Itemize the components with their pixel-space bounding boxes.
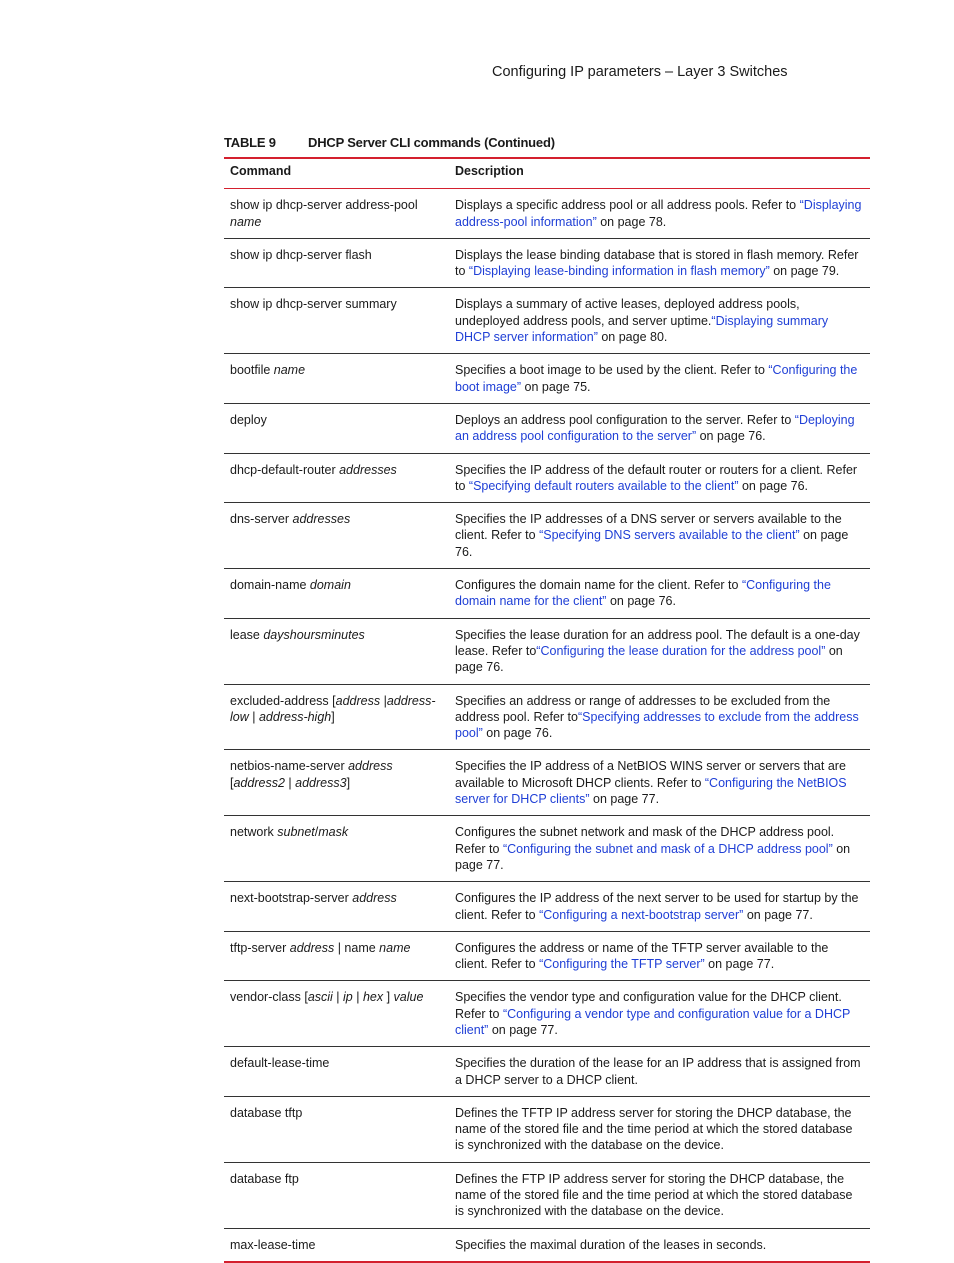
table-row <box>224 618 870 684</box>
table-row <box>224 354 870 404</box>
command-cell <box>224 931 449 981</box>
cross-reference-link[interactable]: “Configuring the domain name for the client” <box>455 578 831 609</box>
dhcp-commands-table <box>224 157 870 1263</box>
description-cell <box>449 288 870 354</box>
page-reference-text: on page 76. <box>738 478 809 493</box>
command-parameter: address <box>348 759 393 774</box>
table-row <box>224 1228 870 1262</box>
description-text: Displays the lease binding database that is stored in flash memory. Refer to <box>455 247 859 279</box>
command-parameter: ip <box>343 990 353 1005</box>
command-text: excluded-address [ <box>230 693 336 708</box>
cross-reference-link[interactable]: “Configuring the TFTP server” <box>539 957 705 972</box>
table-row <box>224 816 870 882</box>
page-reference-text: on page 77. <box>488 1022 558 1037</box>
command-text: domain-name <box>230 578 310 593</box>
cross-reference-link[interactable]: “Configuring a vendor type and configuration value for a DHCP client” <box>455 1006 851 1037</box>
cross-reference-link[interactable]: “Configuring the subnet and mask of a DHCP address pool” <box>502 841 833 856</box>
command-text: max-lease-time <box>230 1237 316 1252</box>
command-parameter: dayshoursminutes <box>263 627 365 642</box>
command-text: [ <box>230 775 234 790</box>
table-row <box>224 503 870 569</box>
command-text: | <box>380 693 387 708</box>
table-row <box>224 750 870 816</box>
column-header-description: Description <box>449 158 870 189</box>
table-row <box>224 453 870 503</box>
description-text: Specifies the lease duration for an address pool. The default is a one-day lease. Refer to <box>455 627 860 658</box>
description-cell <box>449 684 870 750</box>
description-cell <box>449 1096 870 1162</box>
cross-reference-link[interactable]: “Specifying addresses to exclude from the address pool” <box>455 709 859 741</box>
page-reference-text: on page 76. <box>455 643 843 675</box>
description-text: Specifies the IP addresses of a DNS server or servers available to the client. Refer to <box>455 512 842 543</box>
column-header-command: Command <box>224 158 449 189</box>
command-parameter: address <box>335 693 381 708</box>
command-cell <box>224 189 449 239</box>
cross-reference-link[interactable]: “Displaying summary DHCP server information” <box>455 313 829 345</box>
command-text: show ip dhcp-server summary <box>230 297 397 312</box>
table-row <box>224 1096 870 1162</box>
description-cell <box>449 1228 870 1262</box>
command-parameter: value <box>393 990 424 1005</box>
page-reference-text: on page 77. <box>704 957 775 972</box>
command-text: | <box>284 775 296 790</box>
command-text: ] <box>346 775 351 790</box>
command-cell <box>224 1047 449 1097</box>
description-cell <box>449 403 870 453</box>
table-row <box>224 189 870 239</box>
description-text: Specifies the vendor type and configuration value for the DHCP client. Refer to <box>455 990 842 1021</box>
command-text: tftp-server <box>230 940 290 955</box>
cross-reference-link[interactable]: “Configuring the lease duration for the address pool” <box>536 643 826 658</box>
table-row <box>224 882 870 932</box>
table-row <box>224 1162 870 1228</box>
command-text: ] <box>383 990 394 1005</box>
description-cell <box>449 503 870 569</box>
table-caption <box>224 135 555 150</box>
table-row <box>224 981 870 1047</box>
command-cell <box>224 816 449 882</box>
command-cell <box>224 403 449 453</box>
command-cell <box>224 354 449 404</box>
command-cell <box>224 238 449 288</box>
table-number: TABLE 9 <box>224 135 276 150</box>
command-text: database ftp <box>230 1171 299 1186</box>
description-text: Deploys an address pool configuration to the server. Refer to <box>455 412 795 427</box>
page-reference-text: on page 77. <box>455 841 851 872</box>
command-text: | <box>248 709 259 724</box>
command-text: dhcp-default-router <box>230 462 340 477</box>
command-parameter: address3 <box>295 775 347 790</box>
description-cell <box>449 354 870 404</box>
command-parameter: domain <box>309 578 351 593</box>
command-text: netbios-name-server <box>230 759 349 774</box>
page-reference-text: on page 76. <box>455 528 849 559</box>
description-text: Specifies the IP address of the default router or routers for a client. Refer to <box>455 462 858 493</box>
command-cell <box>224 684 449 750</box>
command-text: show ip dhcp-server address-pool <box>230 198 418 213</box>
description-text: Defines the TFTP IP address server for storing the DHCP database, the name of the stored file and the time period at which the stored database is synchronized with the database on the device. <box>455 1105 853 1153</box>
description-cell <box>449 882 870 932</box>
command-text: show ip dhcp-server flash <box>230 247 372 262</box>
command-cell <box>224 569 449 619</box>
description-cell <box>449 816 870 882</box>
description-text: Specifies an address or range of addresses to be excluded from the address pool. Refer to <box>455 693 831 724</box>
command-text: | name <box>334 940 380 955</box>
page-reference-text: on page 79. <box>769 264 840 279</box>
description-text: Configures the address or name of the TFTP server available to the client. Refer to <box>455 940 829 972</box>
command-cell <box>224 288 449 354</box>
page-reference-text: on page 78. <box>596 214 667 229</box>
description-text: Displays a summary of active leases, deployed address pools, undeployed address pools, and server uptime. <box>455 297 800 328</box>
command-text: network <box>230 825 278 840</box>
table-header-row <box>224 158 870 189</box>
table-row <box>224 288 870 354</box>
command-parameter: address-high <box>258 709 332 724</box>
cross-reference-link[interactable]: “Displaying lease-binding information in flash memory” <box>468 264 770 279</box>
description-text: Defines the FTP IP address server for storing the DHCP database, the name of the stored file and the time period at which the stored database is synchronized with the database on the device. <box>455 1171 853 1219</box>
description-text: Displays a specific address pool or all address pools. Refer to <box>455 198 800 213</box>
command-text: deploy <box>230 412 267 427</box>
description-cell <box>449 189 870 239</box>
command-text: / <box>314 825 319 840</box>
command-parameter: address <box>289 940 335 955</box>
command-cell <box>224 981 449 1047</box>
table-row <box>224 403 870 453</box>
table-row <box>224 569 870 619</box>
cross-reference-link[interactable]: “Configuring a next-bootstrap server” <box>539 907 744 922</box>
command-parameter: name <box>379 940 411 955</box>
description-text: Configures the IP address of the next server to be used for startup by the client. Refer to <box>455 891 859 922</box>
command-text: database tftp <box>230 1105 303 1120</box>
table-row <box>224 931 870 981</box>
command-text: default-lease-time <box>230 1056 330 1071</box>
page-reference-text: on page 77. <box>743 907 813 922</box>
command-parameter: name <box>273 363 306 378</box>
command-parameter: address-low <box>230 693 436 724</box>
command-parameter: mask <box>318 825 349 840</box>
cross-reference-link[interactable]: “Specifying default routers available to the client” <box>468 478 739 493</box>
command-cell <box>224 453 449 503</box>
command-text: vendor-class [ <box>230 990 308 1005</box>
page-reference-text: on page 76. <box>482 726 553 741</box>
description-cell <box>449 1047 870 1097</box>
command-cell <box>224 1096 449 1162</box>
description-cell <box>449 453 870 503</box>
description-cell <box>449 981 870 1047</box>
table-row <box>224 1047 870 1097</box>
page-reference-text: on page 80. <box>597 330 668 345</box>
command-text: ] <box>331 709 335 724</box>
description-cell <box>449 750 870 816</box>
command-text: | <box>332 990 344 1005</box>
description-cell <box>449 238 870 288</box>
command-parameter: name <box>230 214 262 229</box>
command-cell <box>224 618 449 684</box>
table-body <box>224 189 870 1262</box>
description-text: Specifies the maximal duration of the leases in seconds. <box>455 1237 767 1252</box>
command-text: dns-server <box>230 512 293 527</box>
command-text: | <box>352 990 363 1005</box>
page-reference-text: on page 76. <box>696 429 766 444</box>
page-reference-text: on page 76. <box>606 594 676 609</box>
description-text: Specifies a boot image to be used by the client. Refer to <box>455 363 769 378</box>
description-text: Specifies the IP address of a NetBIOS WINS server or servers that are available to Microsoft DHCP clients. Refer to <box>455 759 846 790</box>
command-cell <box>224 750 449 816</box>
cross-reference-link[interactable]: “Configuring the boot image” <box>455 363 858 394</box>
cross-reference-link[interactable]: “Configuring the NetBIOS server for DHCP clients” <box>455 775 847 807</box>
command-parameter: addresses <box>339 462 397 477</box>
command-cell <box>224 1228 449 1262</box>
page-reference-text: on page 77. <box>589 792 660 807</box>
page-reference-text: on page 75. <box>521 379 591 394</box>
table-row <box>224 238 870 288</box>
command-parameter: hex <box>362 990 384 1005</box>
running-header: Configuring IP parameters – Layer 3 Switches <box>492 64 788 80</box>
table-title: DHCP Server CLI commands (Continued) <box>308 135 555 150</box>
description-text: Configures the domain name for the client. Refer to <box>455 578 742 593</box>
cross-reference-link[interactable]: “Displaying address-pool information” <box>455 198 862 229</box>
command-parameter: address <box>352 891 397 906</box>
description-cell <box>449 1162 870 1228</box>
command-text: bootfile <box>230 363 274 378</box>
command-parameter: address2 <box>233 775 285 790</box>
description-cell <box>449 618 870 684</box>
command-cell <box>224 882 449 932</box>
cross-reference-link[interactable]: “Deploying an address pool configuration to the server” <box>455 412 855 444</box>
table-row <box>224 684 870 750</box>
command-cell <box>224 503 449 569</box>
command-parameter: ascii <box>307 990 333 1005</box>
cross-reference-link[interactable]: “Specifying DNS servers available to the client” <box>539 528 800 543</box>
description-text: Specifies the duration of the lease for an IP address that is assigned from a DHCP server to a DHCP client. <box>455 1056 861 1087</box>
command-cell <box>224 1162 449 1228</box>
description-cell <box>449 569 870 619</box>
description-cell <box>449 931 870 981</box>
command-text: next-bootstrap-server <box>230 891 353 906</box>
command-parameter: addresses <box>292 512 351 527</box>
command-parameter: subnet <box>277 825 315 840</box>
command-text: lease <box>230 627 264 642</box>
description-text: Configures the subnet network and mask of the DHCP address pool. Refer to <box>455 825 835 856</box>
